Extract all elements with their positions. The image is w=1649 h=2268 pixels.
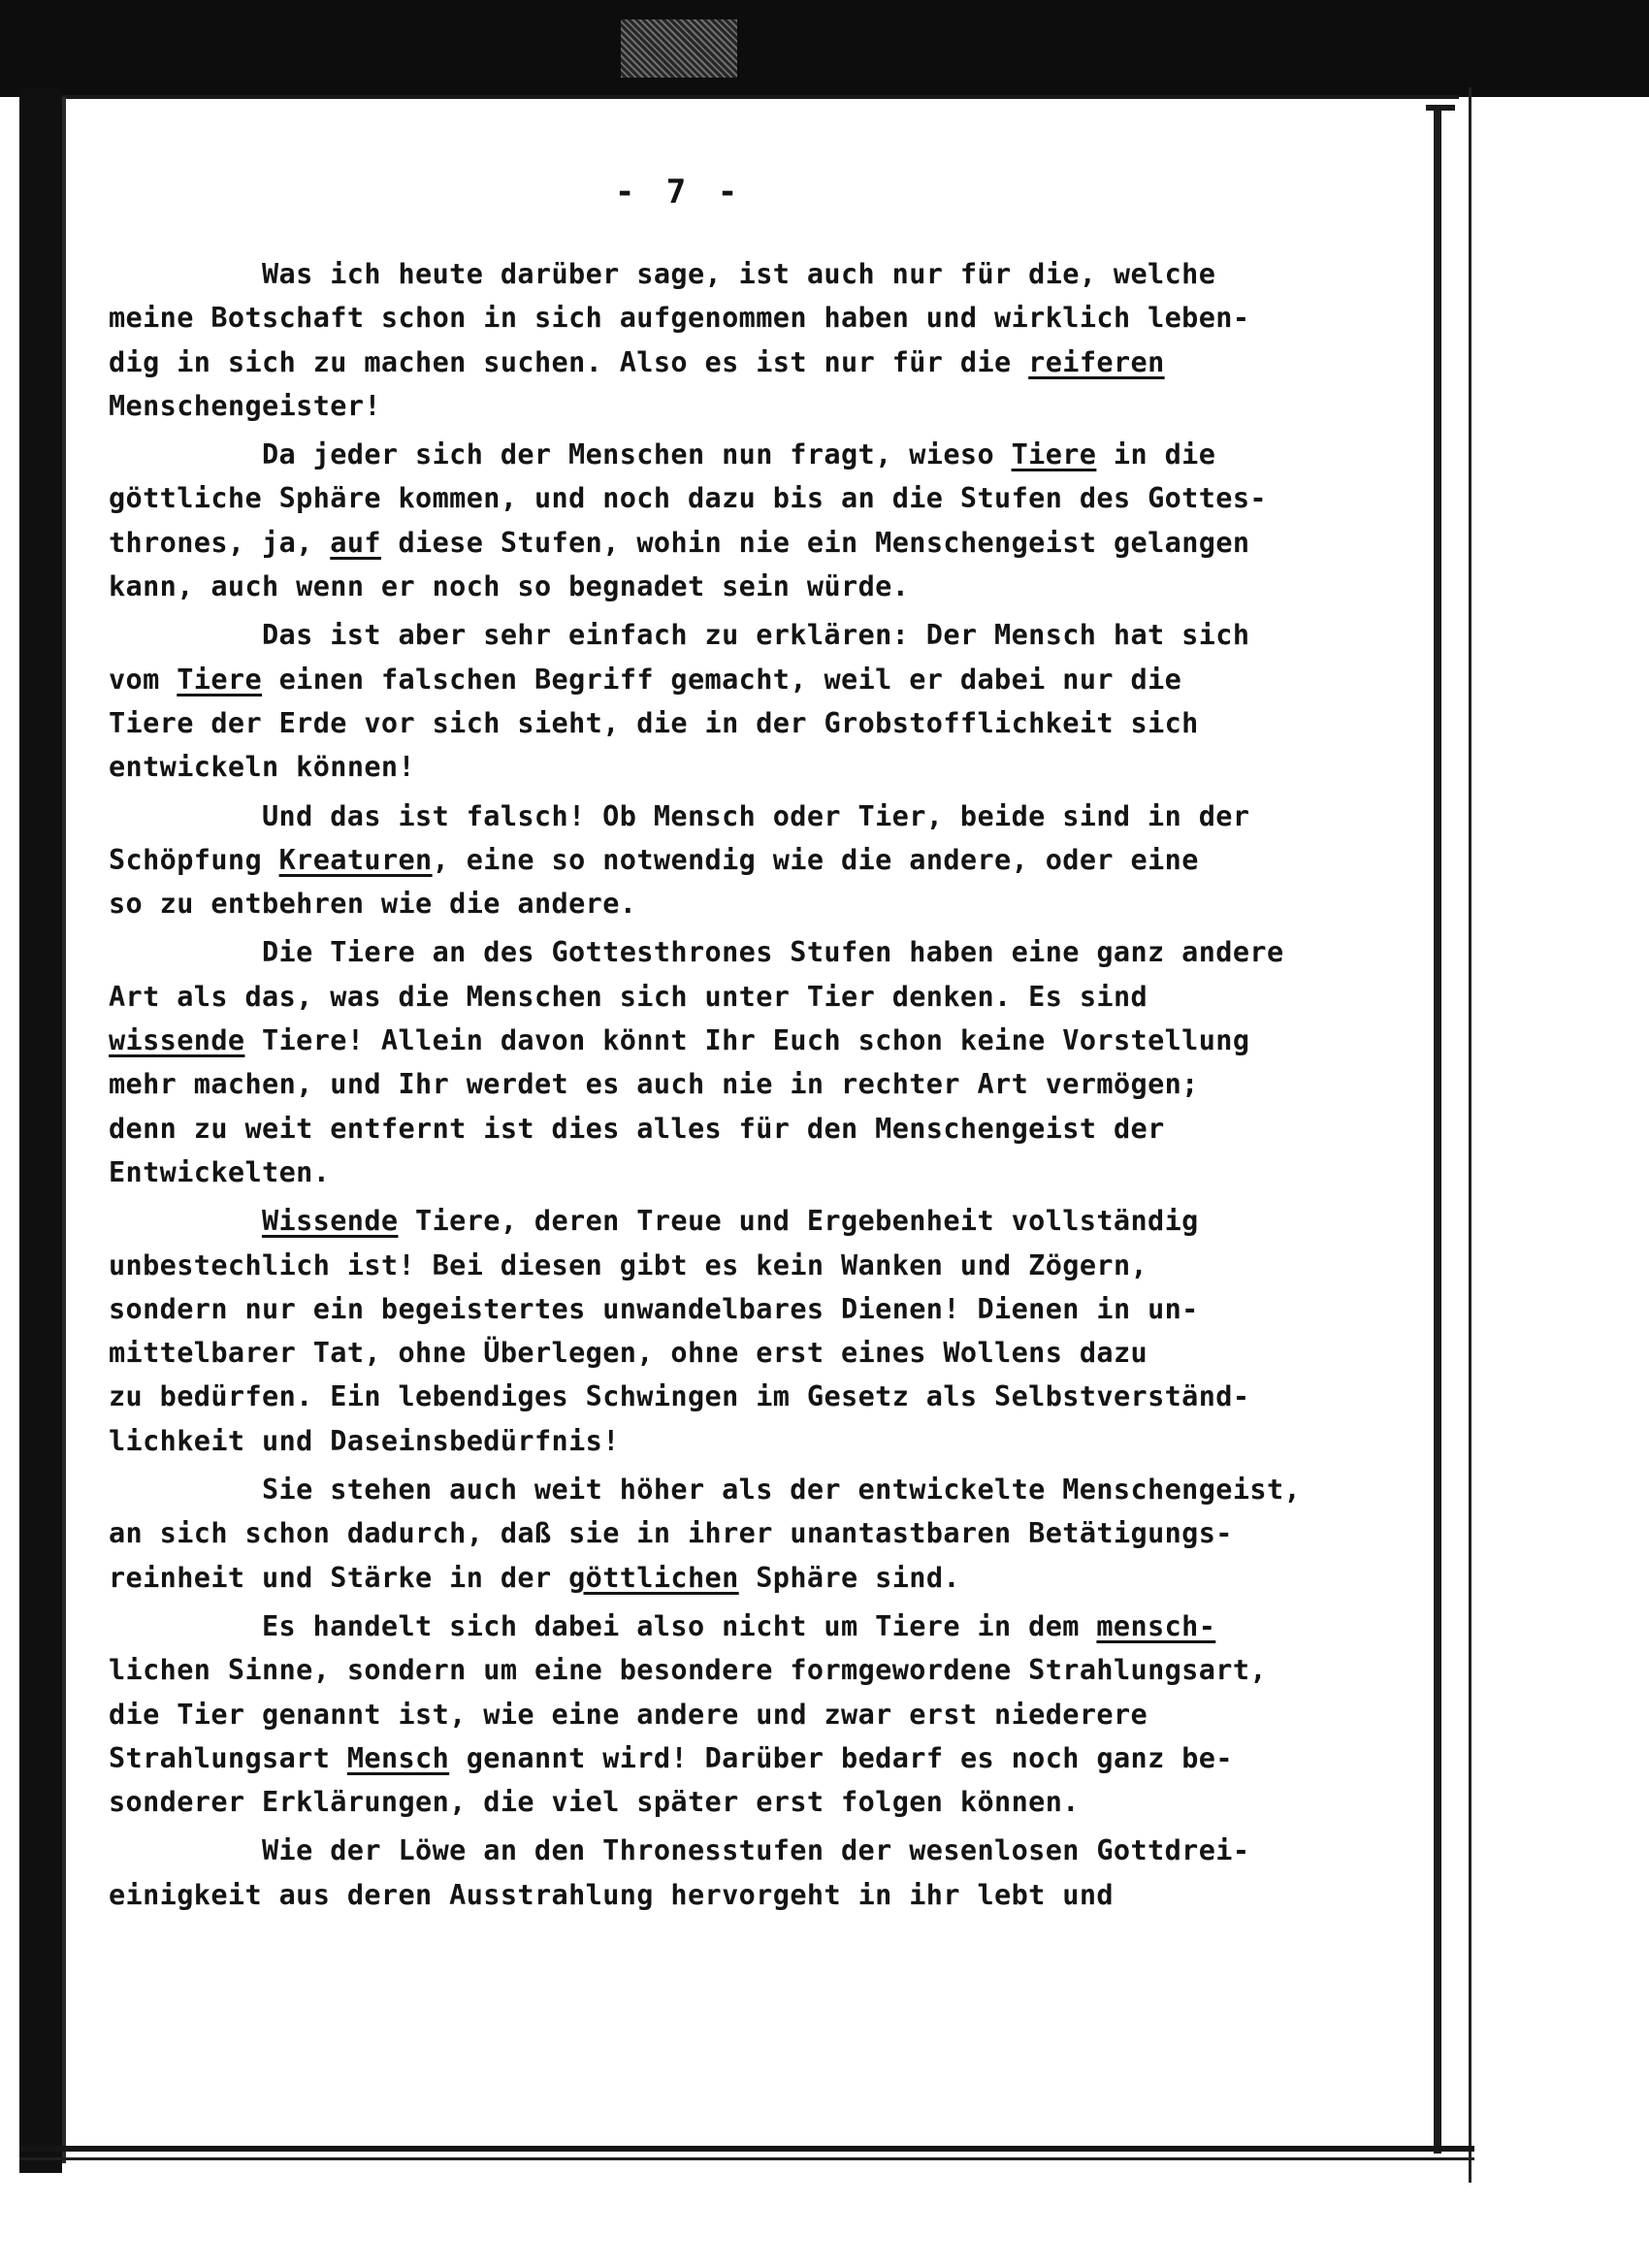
paragraph [109,1468,1408,1600]
text-line [109,1736,1408,1780]
text-segment: einen falschen Begriff gemacht, weil er dabei nur die [262,663,1182,696]
text-segment: Da jeder sich der Menschen nun fragt, wieso [262,438,1012,471]
text-segment: zu bedürfen. Ein lebendiges Schwingen im Gesetz als Selbstverständ- [109,1380,1250,1413]
text-line [109,1511,1408,1555]
scan-border-top-inner [62,95,1459,99]
scan-border-bottom [19,2146,1474,2152]
text-line [109,340,1408,384]
text-line [109,975,1408,1019]
text-segment: kann, auch wenn er noch so begnadet sein würde. [109,570,910,603]
text-segment: Die Tiere an des Gottesthrones Stufen haben eine ganz andere [262,936,1284,969]
underlined-word: Tiere [177,663,263,696]
text-segment: einigkeit aus deren Ausstrahlung hervorgeht in ihr lebt und [109,1878,1114,1911]
text-line [109,1604,1408,1648]
scan-border-left [19,87,62,2173]
text-segment: diese Stufen, wohin nie ein Menschengeist gelangen [380,526,1250,559]
text-segment: genannt wird! Darüber bedarf es noch ganz be- [449,1741,1233,1774]
paragraph [109,613,1408,789]
text-line [109,296,1408,340]
page-number: - 7 - [614,173,744,211]
text-segment: reinheit und Stärke in der [109,1561,569,1594]
text-segment: sonderer Erklärungen, die viel später erst folgen können. [109,1786,1080,1819]
text-line [109,476,1408,520]
paragraph [109,930,1408,1194]
paragraph [109,433,1408,608]
underlined-word: wissende [109,1024,245,1057]
text-segment: Das ist aber sehr einfach zu erklären: Der Mensch hat sich [262,619,1250,652]
underlined-word: Mensch [346,1741,450,1774]
text-segment: Was ich heute darüber sage, ist auch nur für die, welche [262,258,1216,290]
text-segment: lichen Sinne, sondern um eine besondere formgewordene Strahlungsart, [109,1654,1267,1687]
text-line [109,794,1408,838]
underlined-word: Kreaturen [278,843,433,876]
underlined-word: Wissende [262,1205,399,1238]
text-line [109,930,1408,974]
text-line [109,384,1408,428]
text-segment: mehr machen, und Ihr werdet es auch nie in rechter Art vermögen; [109,1068,1199,1101]
text-segment: Sphäre sind. [738,1561,960,1594]
text-segment: vom [109,663,178,696]
text-segment: Strahlungsart [109,1741,347,1774]
text-line [109,1419,1408,1463]
text-line [109,565,1408,608]
text-line [109,1107,1408,1150]
text-segment: so zu entbehren wie die andere. [109,888,637,921]
text-line [109,1873,1408,1917]
text-segment: Wie der Löwe an den Thronesstufen der wesenlosen Gottdrei- [262,1834,1250,1867]
text-line [109,433,1408,476]
underlined-word: auf [330,526,381,559]
paragraph [109,1199,1408,1463]
scan-border-right [1434,107,1441,2154]
text-line [109,1375,1408,1418]
scan-border-top [0,0,1649,97]
text-segment: göttliche Sphäre kommen, und noch dazu bis an die Stufen des Gottes- [109,482,1267,515]
text-line [109,1829,1408,1872]
text-segment: entwickeln können! [109,751,416,784]
text-line [109,1468,1408,1511]
underlined-word: Tiere [1011,438,1097,471]
text-line [109,838,1408,882]
typewritten-body [109,252,1408,1917]
text-line [109,252,1408,296]
text-segment: Schöpfung [109,843,279,876]
text-line [109,745,1408,789]
underlined-word: mensch- [1096,1609,1216,1642]
text-segment: die Tier genannt ist, wie eine andere und zwar erst niederere [109,1698,1148,1731]
text-segment: , eine so notwendig wie die andere, oder eine [432,843,1199,876]
text-segment: sondern nur ein begeistertes unwandelbares Dienen! Dienen in un- [109,1292,1199,1325]
text-line [109,1287,1408,1331]
text-line [109,1693,1408,1736]
text-line [109,1199,1408,1243]
text-segment: Und das ist falsch! Ob Mensch oder Tier, beide sind in der [262,799,1250,832]
paragraph [109,1604,1408,1824]
text-line [109,658,1408,701]
text-segment: Entwickelten. [109,1155,331,1188]
text-segment: thrones, ja, [109,526,331,559]
scan-border-far-right [1469,87,1471,2183]
text-segment: Tiere! Allein davon könnt Ihr Euch schon keine Vorstellung [244,1024,1250,1057]
text-segment: dig in sich zu machen suchen. Also es ist nur für die [109,345,1029,378]
text-segment: Art als das, was die Menschen sich unter Tier denken. Es sind [109,980,1148,1013]
paragraph [109,794,1408,926]
text-line [109,1244,1408,1287]
text-segment: Tiere, deren Treue und Ergebenheit vollständig [398,1205,1199,1238]
text-line [109,1556,1408,1600]
text-segment: an sich schon dadurch, daß sie in ihrer unantastbaren Betätigungs- [109,1517,1233,1550]
text-line [109,882,1408,925]
text-line [109,1062,1408,1106]
text-line [109,1780,1408,1824]
text-segment: Menschengeister! [109,389,381,422]
text-segment: Tiere der Erde vor sich sieht, die in der Grobstofflichkeit sich [109,706,1199,739]
text-line [109,521,1408,565]
text-line [109,613,1408,657]
text-segment: meine Botschaft schon in sich aufgenommen haben und wirklich leben- [109,302,1250,335]
text-line [109,1648,1408,1692]
text-line [109,701,1408,745]
text-segment: in die [1096,438,1216,471]
text-segment: mittelbarer Tat, ohne Überlegen, ohne erst eines Wollens dazu [109,1337,1148,1370]
text-line [109,1150,1408,1194]
paragraph [109,1829,1408,1917]
text-segment: Es handelt sich dabei also nicht um Tiere in dem [262,1609,1097,1642]
scan-noise [621,19,737,78]
text-line [109,1331,1408,1375]
text-segment: denn zu weit entfernt ist dies alles für den Menschengeist der [109,1112,1165,1145]
scan-border-bottom-inner [19,2157,1474,2160]
text-segment: unbestechlich ist! Bei diesen gibt es kein Wanken und Zögern, [109,1248,1148,1281]
text-segment: lichkeit und Daseinsbedürfnis! [109,1424,620,1457]
text-segment: Sie stehen auch weit höher als der entwickelte Menschengeist, [262,1474,1302,1507]
underlined-word: reiferen [1028,345,1165,378]
text-line [109,1019,1408,1062]
paragraph [109,252,1408,428]
scan-border-left-edge [62,97,66,2163]
underlined-word: göttlichen [568,1561,739,1594]
